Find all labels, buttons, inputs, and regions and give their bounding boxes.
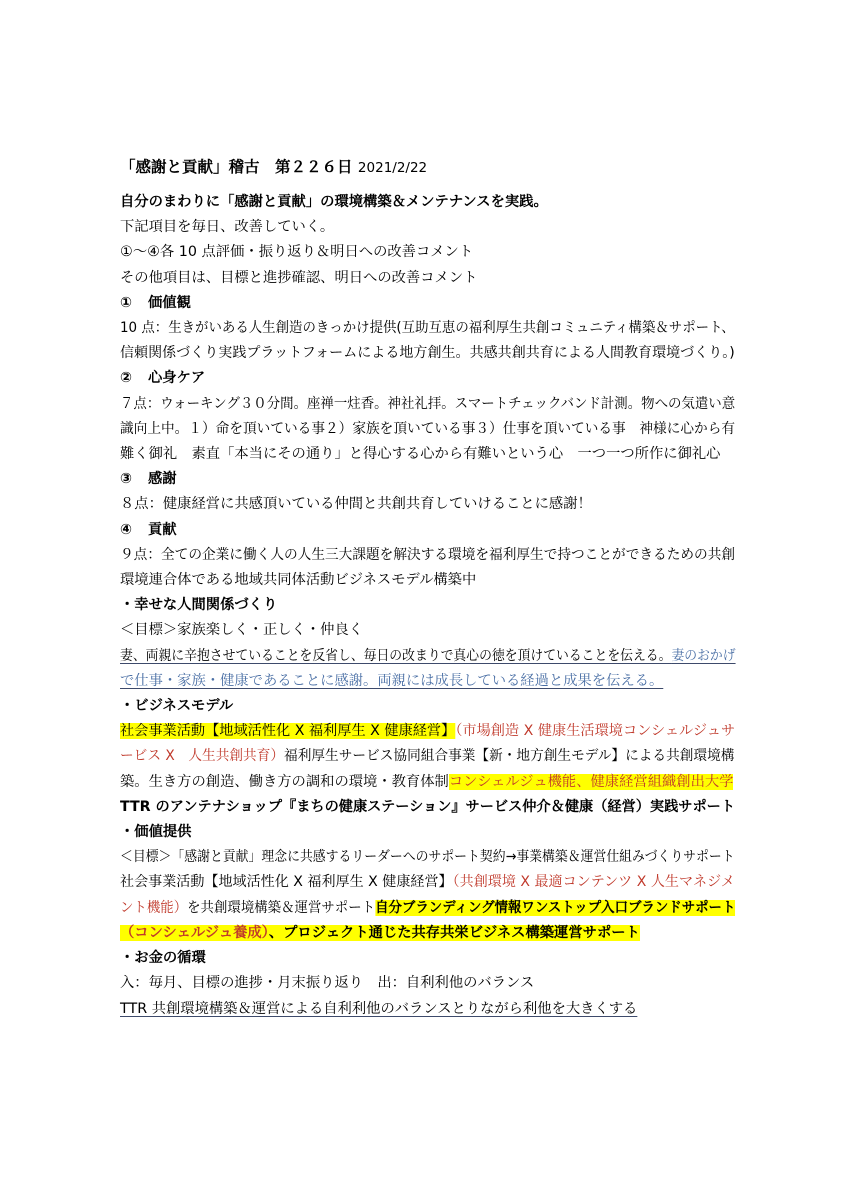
section-heading-gratitude: ③ 感謝 <box>120 471 177 488</box>
value-heading: ・価値提供 <box>120 824 192 841</box>
value-line: ント機能）を共創環境構築＆運営サポート自分ブランディング情報ワンストップ入口ブランドサポート <box>120 899 736 916</box>
relations-goal: ＜目標＞家族楽しく・正しく・仲良く <box>120 622 364 639</box>
value-line: （コンシェルジュ養成）、プロジェクト通じた共存共栄ビジネス構築運営サポート <box>120 924 640 941</box>
section-heading-mind-body-care: ② 心身ケア <box>120 370 206 387</box>
money-heading: ・お金の循環 <box>120 950 206 967</box>
section-text: 信頼関係づくり実践プラットフォームによる地方創生。共感共創共育による人間教育環境づくり。) <box>120 345 735 362</box>
title-text: 「感謝と貢献」稽古 第２２６日 <box>120 158 353 176</box>
title-date: 2021/2/22 <box>357 160 428 176</box>
money-line: TTR 共創環境構築＆運営による自利利他のバランスとりながら利他を大きくする <box>120 1000 638 1017</box>
section-text: 識向上中。１）命を頂いている事２）家族を頂いている事３）仕事を頂いている事 神様に心から有 <box>120 420 736 437</box>
relations-line: 妻、両親に辛抱させていることを反省し、毎日の改まりで真心の徳を頂けていることを伝える。妻のおかげ <box>120 647 736 664</box>
document-body <box>120 152 736 1022</box>
value-line: 社会事業活動【地域活性化 X 福利厚生 X 健康経営】（共創環境 X 最適コンテンツ X 人生マネジメ <box>120 874 735 891</box>
section-text: 難く御礼 素直「本当にその通り」と得心する心から有難いという心 一つ一つ所作に御礼心 <box>120 446 721 463</box>
intro-headline: 自分のまわりに「感謝と貢献」の環境構築＆メンテナンスを実践。 <box>120 194 548 210</box>
value-goal: ＜目標＞「感謝と貢献」理念に共感するリーダーへのサポート契約→事業構築＆運営仕組みづくりサポート <box>120 849 735 866</box>
business-line: TTR のアンテナショップ『まちの健康ステーション』サービス仲介＆健康（経営）実践サポート <box>120 798 736 815</box>
section-heading-values: ① 価値観 <box>120 294 191 311</box>
section-text: ８点：健康経営に共感頂いている仲間と共創共育していけることに感謝！ <box>120 496 592 513</box>
intro-line: 下記項目を毎日、改善していく。 <box>120 219 335 236</box>
intro-line: その他項目は、目標と進捗確認、明日への改善コメント <box>120 269 478 286</box>
business-line: ービス X 人生共創共育）福利厚生サービス協同組合事業【新・地方創生モデル】による共創環境構 <box>120 748 735 765</box>
business-line: 社会事業活動【地域活性化 X 福利厚生 X 健康経営】（市場創造 X 健康生活環境コンシェルジュサ <box>120 723 736 740</box>
relations-line: で仕事・家族・健康であることに感謝。両親には成長している経過と成果を伝える。 <box>120 672 664 689</box>
intro-line: ①～④各 10 点評価・振り返り＆明日への改善コメント <box>120 244 474 261</box>
business-heading: ・ビジネスモデル <box>120 698 234 715</box>
section-text: ７点：ウォーキング３０分間。座禅一炷香。神社礼拝。スマートチェックバンド計測。物への気遣い意 <box>120 395 736 412</box>
page-title <box>120 152 732 183</box>
section-text: 環境連合体である地域共同体活動ビジネスモデル構築中 <box>120 572 477 589</box>
money-line: 入：毎月、目標の進捗・月末振り返り 出：自利利他のバランス <box>120 975 535 992</box>
section-text: ９点：全ての企業に働く人の人生三大課題を解決する環境を福利厚生で持つことができるための共創 <box>120 546 736 563</box>
relations-heading: ・幸せな人間関係づくり <box>120 597 278 614</box>
section-heading-contribution: ④ 貢献 <box>120 521 177 538</box>
business-line: 築。生き方の創造、働き方の調和の環境・教育体制コンシェルジュ機能、健康経営組織創出大学 <box>120 773 734 790</box>
section-text: 10 点：生きがいある人生創造のきっかけ提供(互助互恵の福利厚生共創コミュニティ構築＆サポート、 <box>120 320 735 337</box>
